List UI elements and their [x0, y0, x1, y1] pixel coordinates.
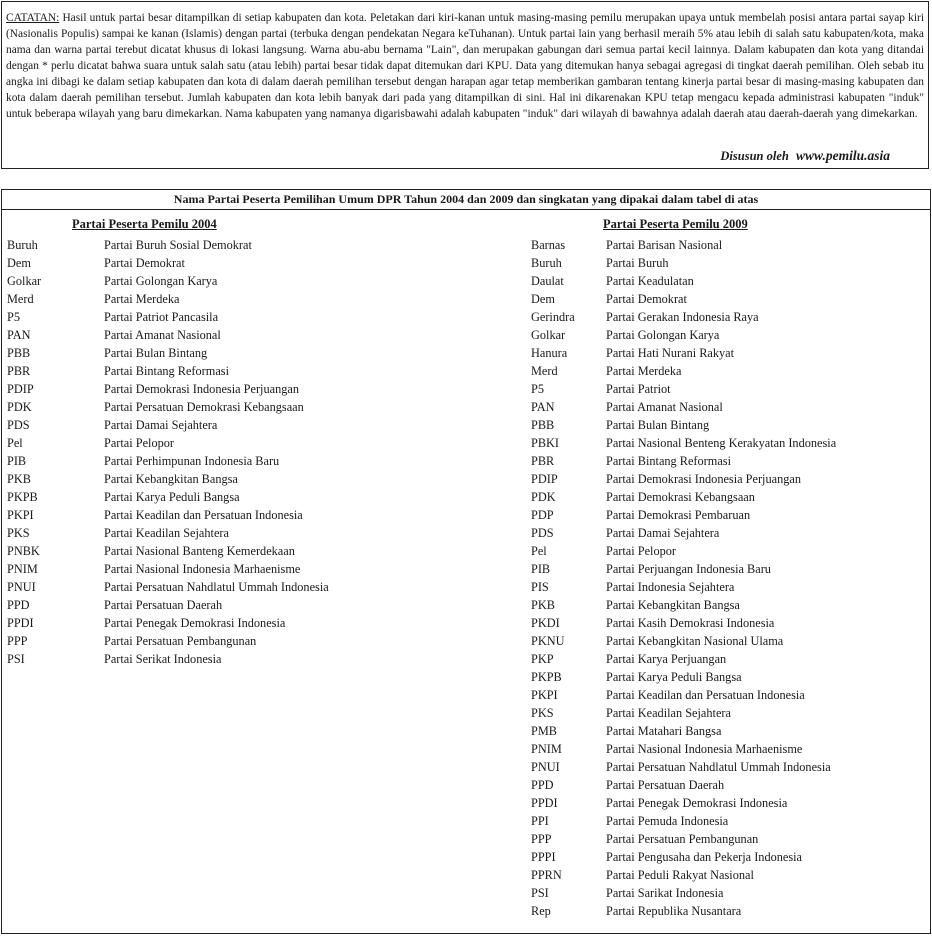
party-row	[531, 290, 921, 308]
party-name: Partai Pengusaha dan Pekerja Indonesia	[606, 850, 803, 864]
party-row	[531, 308, 921, 326]
party-name: Partai Serikat Indonesia	[104, 652, 222, 666]
party-abbr: Golkar	[7, 274, 42, 288]
party-abbr: PNUI	[531, 760, 560, 774]
party-name: Partai Barisan Nasional	[606, 238, 723, 252]
party-row	[531, 416, 921, 434]
party-abbr: PPD	[531, 778, 554, 792]
party-row	[531, 794, 921, 812]
party-name: Partai Hati Nurani Rakyat	[606, 346, 735, 360]
party-name: Partai Nasional Benteng Kerakyatan Indonesia	[606, 436, 837, 450]
party-row	[531, 614, 921, 632]
party-row	[7, 470, 427, 488]
party-name: Partai Kasih Demokrasi Indonesia	[606, 616, 775, 630]
party-row	[7, 380, 427, 398]
party-abbr: PKPI	[7, 508, 34, 522]
party-name: Partai Persatuan Pembangunan	[606, 832, 759, 846]
party-name: Partai Kebangkitan Bangsa	[104, 472, 238, 486]
party-abbr: PSI	[531, 886, 549, 900]
party-abbr: PPP	[7, 634, 28, 648]
party-row	[7, 434, 427, 452]
party-row	[7, 632, 427, 650]
party-row	[7, 416, 427, 434]
party-name: Partai Republika Nusantara	[606, 904, 742, 918]
party-row	[531, 704, 921, 722]
party-abbr: Buruh	[7, 238, 38, 252]
party-name: Partai Persatuan Pembangunan	[104, 634, 257, 648]
party-row	[7, 542, 427, 560]
party-abbr: Hanura	[531, 346, 568, 360]
party-row	[531, 596, 921, 614]
party-row	[7, 578, 427, 596]
party-abbr: PIB	[7, 454, 27, 468]
note-box	[1, 1, 929, 169]
party-row	[7, 452, 427, 470]
party-abbr: PPI	[531, 814, 549, 828]
party-abbr: PIS	[531, 580, 549, 594]
party-name: Partai Keadilan Sejahtera	[606, 706, 731, 720]
party-name: Partai Penegak Demokrasi Indonesia	[606, 796, 788, 810]
party-abbr: PDK	[531, 490, 556, 504]
party-name: Partai Indonesia Sejahtera	[606, 580, 735, 594]
party-name: Partai Nasional Banteng Kemerdekaan	[104, 544, 295, 558]
party-row	[7, 236, 427, 254]
party-abbr: PKP	[531, 652, 554, 666]
party-row	[531, 452, 921, 470]
credit-site: www.pemilu.asia	[795, 148, 890, 163]
party-abbr: PKPB	[7, 490, 38, 504]
party-abbr: Buruh	[531, 256, 562, 270]
party-abbr: Merd	[7, 292, 34, 306]
party-name: Partai Keadilan dan Persatuan Indonesia	[606, 688, 805, 702]
party-abbr: Rep	[531, 904, 551, 918]
party-row	[7, 398, 427, 416]
party-name: Partai Persatuan Demokrasi Kebangsaan	[104, 400, 304, 414]
party-row	[7, 254, 427, 272]
party-name: Partai Matahari Bangsa	[606, 724, 722, 738]
party-name: Partai Patriot Pancasila	[104, 310, 219, 324]
party-abbr: PIB	[531, 562, 551, 576]
party-name: Partai Demokrat	[606, 292, 687, 306]
party-name: Partai Patriot	[606, 382, 671, 396]
party-row	[531, 758, 921, 776]
party-abbr: PKB	[7, 472, 31, 486]
party-row	[531, 848, 921, 866]
party-row	[531, 668, 921, 686]
party-name: Partai Damai Sejahtera	[606, 526, 720, 540]
party-abbr: PPP	[531, 832, 552, 846]
party-name: Partai Pelopor	[104, 436, 175, 450]
party-abbr: PKNU	[531, 634, 565, 648]
party-name: Partai Nasional Indonesia Marhaenisme	[606, 742, 803, 756]
party-row	[531, 578, 921, 596]
party-name: Partai Buruh Sosial Demokrat	[104, 238, 252, 252]
party-abbr: PAN	[7, 328, 31, 342]
party-abbr: PSI	[7, 652, 25, 666]
party-row	[7, 650, 427, 668]
party-name: Partai Persatuan Daerah	[606, 778, 725, 792]
party-list-2004	[7, 236, 427, 668]
party-name: Partai Persatuan Daerah	[104, 598, 223, 612]
party-name: Partai Keadilan dan Persatuan Indonesia	[104, 508, 303, 522]
party-row	[531, 902, 921, 920]
party-abbr: PDS	[7, 418, 30, 432]
party-abbr: PDIP	[7, 382, 34, 396]
note-label: CATATAN:	[6, 12, 60, 24]
party-abbr: PNIM	[531, 742, 562, 756]
note-text	[6, 10, 924, 122]
party-row	[531, 830, 921, 848]
party-abbr: PBB	[531, 418, 555, 432]
party-row	[531, 398, 921, 416]
party-abbr: PPD	[7, 598, 30, 612]
party-name: Partai Sarikat Indonesia	[606, 886, 724, 900]
party-name: Partai Karya Perjuangan	[606, 652, 727, 666]
party-row	[531, 326, 921, 344]
party-name: Partai Perhimpunan Indonesia Baru	[104, 454, 280, 468]
party-row	[7, 362, 427, 380]
party-row	[531, 236, 921, 254]
party-row	[7, 326, 427, 344]
party-abbr: Merd	[531, 364, 558, 378]
party-row	[531, 812, 921, 830]
party-row	[531, 542, 921, 560]
party-row	[531, 740, 921, 758]
party-row	[7, 596, 427, 614]
party-name: Partai Kebangkitan Bangsa	[606, 598, 740, 612]
party-legend-table	[1, 189, 931, 934]
party-name: Partai Demokrat	[104, 256, 185, 270]
party-abbr: PKDI	[531, 616, 560, 630]
party-name: Partai Buruh	[606, 256, 669, 270]
party-row	[7, 344, 427, 362]
party-name: Partai Demokrasi Pembaruan	[606, 508, 751, 522]
party-abbr: Dem	[7, 256, 31, 270]
party-abbr: P5	[7, 310, 20, 324]
party-row	[531, 866, 921, 884]
party-abbr: Dem	[531, 292, 555, 306]
party-name: Partai Perjuangan Indonesia Baru	[606, 562, 771, 576]
party-row	[531, 434, 921, 452]
party-abbr: PKS	[531, 706, 554, 720]
party-name: Partai Keadilan Sejahtera	[104, 526, 229, 540]
party-row	[7, 308, 427, 326]
party-name: Partai Pelopor	[606, 544, 677, 558]
party-row	[531, 560, 921, 578]
credit-prefix: Disusun oleh	[720, 149, 789, 163]
party-abbr: PMB	[531, 724, 557, 738]
party-row	[531, 272, 921, 290]
party-abbr: PAN	[531, 400, 555, 414]
party-name: Partai Merdeka	[606, 364, 682, 378]
party-row	[531, 632, 921, 650]
party-abbr: PKPB	[531, 670, 562, 684]
party-abbr: PDS	[531, 526, 554, 540]
party-name: Partai Karya Peduli Bangsa	[104, 490, 240, 504]
party-abbr: Gerindra	[531, 310, 575, 324]
party-abbr: PBR	[7, 364, 31, 378]
party-row	[531, 344, 921, 362]
party-row	[531, 722, 921, 740]
party-name: Partai Karya Peduli Bangsa	[606, 670, 742, 684]
party-name: Partai Keadulatan	[606, 274, 694, 288]
party-row	[7, 614, 427, 632]
heading-2004: Partai Peserta Pemilu 2004	[72, 217, 217, 231]
party-name: Partai Bintang Reformasi	[104, 364, 229, 378]
party-name: Partai Bulan Bintang	[104, 346, 208, 360]
party-abbr: PKB	[531, 598, 555, 612]
party-abbr: PBKI	[531, 436, 560, 450]
party-row	[531, 776, 921, 794]
party-name: Partai Demokrasi Indonesia Perjuangan	[104, 382, 299, 396]
party-row	[531, 470, 921, 488]
party-name: Partai Persatuan Nahdlatul Ummah Indonesia	[104, 580, 329, 594]
party-row	[531, 488, 921, 506]
party-row	[531, 506, 921, 524]
party-row	[531, 362, 921, 380]
party-name: Partai Bulan Bintang	[606, 418, 710, 432]
party-name: Partai Kebangkitan Nasional Ulama	[606, 634, 784, 648]
party-abbr: Golkar	[531, 328, 566, 342]
party-row	[7, 506, 427, 524]
party-row	[531, 686, 921, 704]
party-abbr: PNUI	[7, 580, 36, 594]
party-row	[7, 560, 427, 578]
party-list-2009	[531, 236, 921, 920]
party-name: Partai Demokrasi Kebangsaan	[606, 490, 755, 504]
party-row	[531, 884, 921, 902]
party-abbr: PBB	[7, 346, 31, 360]
party-name: Partai Demokrasi Indonesia Perjuangan	[606, 472, 801, 486]
party-name: Partai Nasional Indonesia Marhaenisme	[104, 562, 301, 576]
party-name: Partai Persatuan Nahdlatul Ummah Indonesia	[606, 760, 831, 774]
party-name: Partai Amanat Nasional	[104, 328, 221, 342]
note-body: Hasil untuk partai besar ditampilkan di setiap kabupaten dan kota. Peletakan dari kiri-kanan untuk masing-masing pemilu merupakan upaya untuk membelah posisi antara partai sayap kiri (Nasionalis Populis) sampai ke kanan (Islamis) dengan partai (terbuka dengan pendekatan Negara keTuhanan). Untuk partai lain yang berhasil meraih 5% atau lebih di salah satu kabupaten/kota, maka nama dan warna partai terebut dicatat khusus di lokasi langsung. Warna abu-abu bernama "Lain", dan merupakan gabungan dari semua partai kecil lainnya. Dalam kabupaten dan kota yang ditandai dengan * perlu dicatat bahwa suara untuk salah satu (atau lebih) partai besar tidak dapat ditemukan dari KPU. Data yang ditemukan hanya sebagai agregasi di tingkat daerah pemilihan. Oleh sebab itu angka ini dibagi ke dalam setiap kabupaten dan kota di dalam daerah pemilihan tersebut dengan harapan agar tetap memberikan gambaran tentang kinerja partai besar di masing-masing kabupaten dan kota dalam daerah pemilihan tersebut. Jumlah kabupaten dan kota lebih banyak dari pada yang ditampilkan di sini. Hal ini dikarenakan KPU tetap mengacu kepada administrasi kabupaten "induk" untuk beberapa wilayah yang baru dimekarkan. Nama kabupaten yang namanya digarisbawahi adalah kabupaten "induk" dari wilayah di bawahnya adalah daerah atau daerah-daerah yang dimekarkan.	[6, 12, 924, 120]
party-name: Partai Damai Sejahtera	[104, 418, 218, 432]
party-row	[531, 524, 921, 542]
party-name: Partai Gerakan Indonesia Raya	[606, 310, 759, 324]
party-abbr: PPDI	[7, 616, 34, 630]
party-abbr: PDK	[7, 400, 32, 414]
party-name: Partai Bintang Reformasi	[606, 454, 731, 468]
party-name: Partai Peduli Rakyat Nasional	[606, 868, 754, 882]
party-abbr: PKPI	[531, 688, 558, 702]
party-abbr: PNIM	[7, 562, 38, 576]
party-abbr: PPRN	[531, 868, 562, 882]
party-row	[531, 380, 921, 398]
party-abbr: PDP	[531, 508, 554, 522]
heading-2009: Partai Peserta Pemilu 2009	[603, 217, 748, 231]
party-abbr: Pel	[531, 544, 547, 558]
party-row	[7, 488, 427, 506]
party-name: Partai Golongan Karya	[606, 328, 720, 342]
party-abbr: PNBK	[7, 544, 40, 558]
party-name: Partai Golongan Karya	[104, 274, 218, 288]
party-abbr: Daulat	[531, 274, 564, 288]
party-name: Partai Merdeka	[104, 292, 180, 306]
party-abbr: Barnas	[531, 238, 566, 252]
party-name: Partai Penegak Demokrasi Indonesia	[104, 616, 286, 630]
party-row	[7, 272, 427, 290]
party-abbr: P5	[531, 382, 544, 396]
party-row	[531, 650, 921, 668]
party-abbr: PDIP	[531, 472, 558, 486]
party-abbr: PPDI	[531, 796, 558, 810]
party-name: Partai Pemuda Indonesia	[606, 814, 729, 828]
legend-title: Nama Partai Peserta Pemilihan Umum DPR Tahun 2004 dan 2009 dan singkatan yang dipakai dalam tabel di atas	[2, 190, 930, 210]
credit	[720, 148, 890, 164]
party-row	[7, 524, 427, 542]
party-row	[7, 290, 427, 308]
party-abbr: PBR	[531, 454, 555, 468]
party-abbr: PPPI	[531, 850, 556, 864]
party-abbr: PKS	[7, 526, 30, 540]
party-row	[531, 254, 921, 272]
party-abbr: Pel	[7, 436, 23, 450]
party-name: Partai Amanat Nasional	[606, 400, 723, 414]
